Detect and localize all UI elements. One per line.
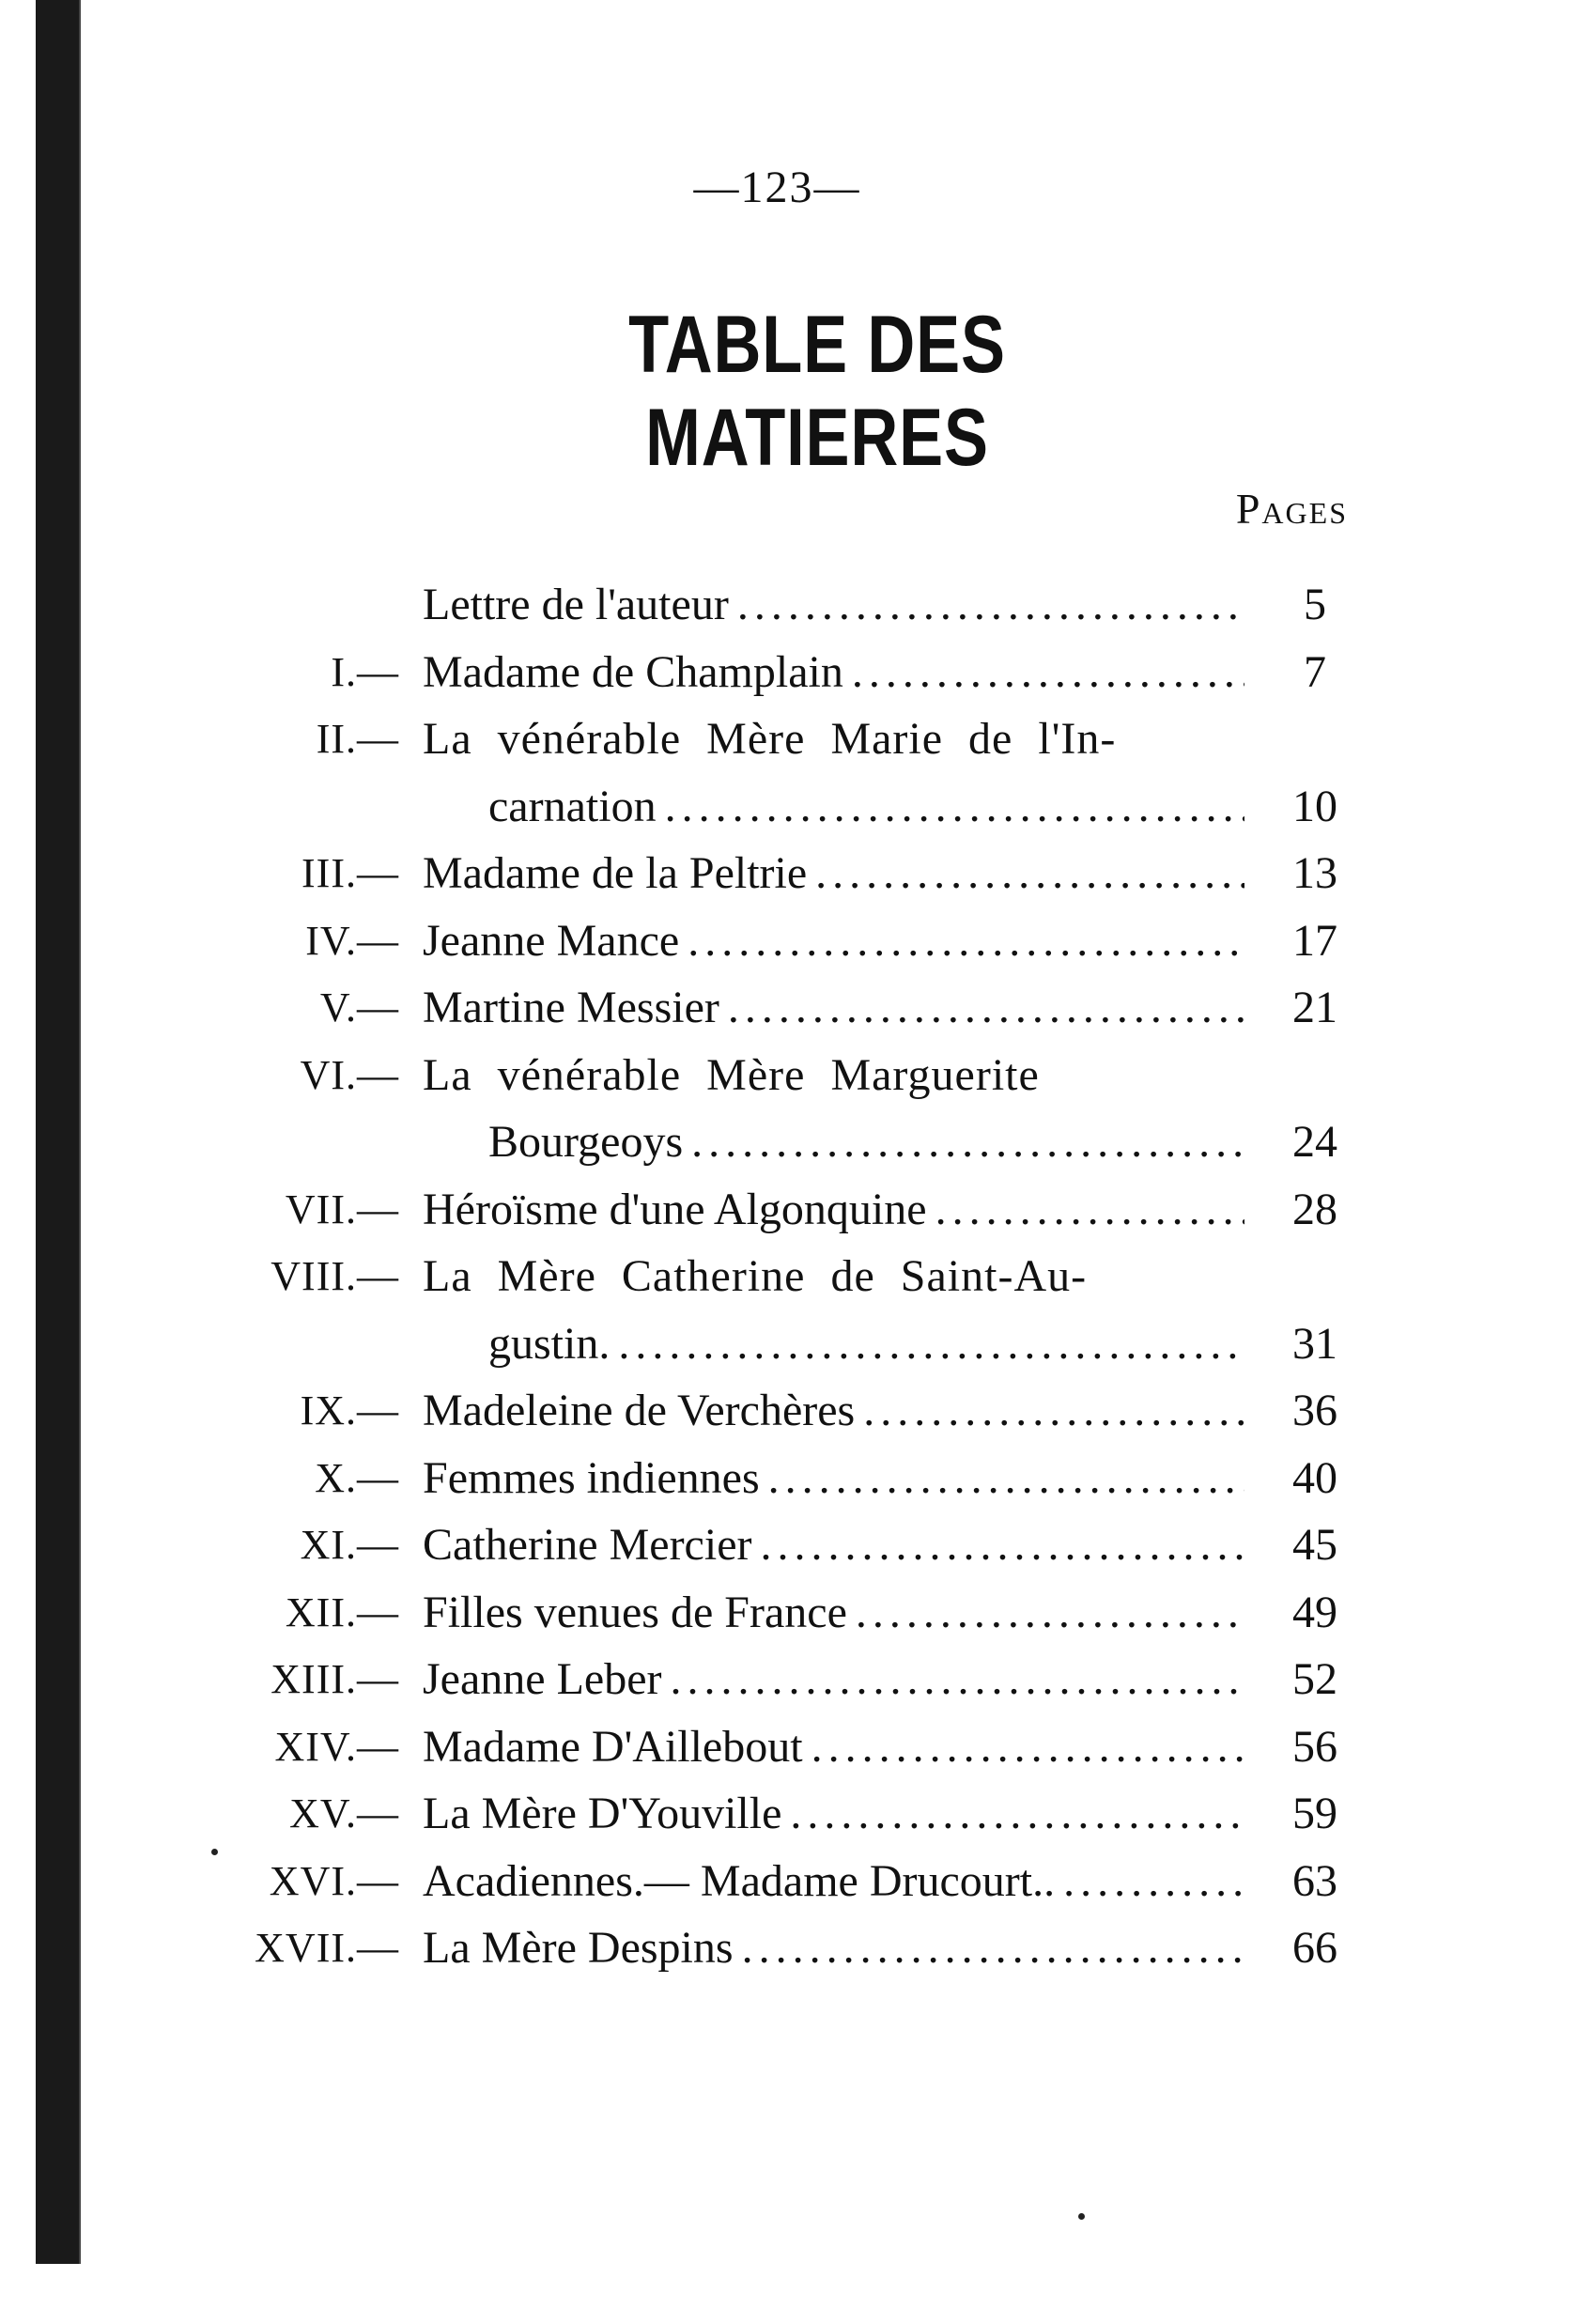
dot-leader	[1055, 1856, 1244, 1906]
dot-leader	[803, 1722, 1244, 1772]
dot-leader	[760, 1453, 1244, 1503]
toc-row	[0, 1176, 1592, 1244]
toc-row	[0, 1848, 1592, 1915]
chapter-title: Madeleine de Verchères . . .	[423, 1377, 1244, 1445]
toc-row-continuation	[0, 773, 1592, 841]
chapter-title: La vénérable Mère Marguerite	[423, 1049, 1040, 1100]
page-reference: 45	[1292, 1520, 1337, 1570]
page-reference: 59	[1292, 1789, 1337, 1838]
pages-column-header: Pages	[1235, 485, 1348, 533]
chapter-number: II.—	[316, 716, 399, 762]
toc-row	[0, 1646, 1592, 1713]
page-reference: 17	[1292, 915, 1337, 966]
page-reference: 40	[1292, 1452, 1337, 1503]
toc-row	[0, 1243, 1592, 1310]
chapter-title: Martine Messier . . .	[423, 974, 1244, 1042]
toc-row	[0, 974, 1592, 1042]
chapter-number: VII.—	[285, 1185, 399, 1232]
page-number: —123—	[693, 163, 861, 212]
chapter-number: I.—	[331, 648, 399, 695]
chapter-number: VI.—	[300, 1051, 399, 1098]
chapter-title-continuation: carnation . . .	[488, 773, 1244, 841]
page-reference: 31	[1292, 1318, 1337, 1369]
toc-row	[0, 1780, 1592, 1848]
page-reference: 10	[1292, 781, 1337, 831]
chapter-number: XV.—	[289, 1790, 399, 1836]
chapter-title-continuation: Bourgeoys . . .	[488, 1108, 1244, 1176]
toc-row	[0, 639, 1592, 706]
toc-row	[0, 1042, 1592, 1109]
chapter-title: Madame de la Peltrie . . .	[423, 840, 1244, 907]
chapter-title: La vénérable Mère Marie de l'In-	[423, 714, 1117, 764]
chapter-title: Jeanne Leber . . .	[423, 1646, 1244, 1713]
table-of-contents	[0, 571, 1592, 1982]
page-reference: 52	[1292, 1654, 1337, 1704]
chapter-title: Catherine Mercier . . .	[423, 1511, 1244, 1579]
page-reference: 49	[1292, 1587, 1337, 1637]
toc-row	[0, 705, 1592, 773]
chapter-number: III.—	[301, 850, 399, 896]
ink-speck	[1078, 2213, 1085, 2220]
chapter-title: Filles venues de France . . .	[423, 1579, 1244, 1647]
page-reference: 56	[1292, 1721, 1337, 1772]
dot-leader	[927, 1185, 1244, 1234]
chapter-title: Femmes indiennes . . .	[423, 1445, 1244, 1512]
dot-leader	[847, 1588, 1244, 1637]
page-reference: 21	[1292, 983, 1337, 1032]
toc-row	[0, 1511, 1592, 1579]
page-reference: 24	[1292, 1117, 1337, 1167]
chapter-title: La Mère D'Youville . . .	[423, 1780, 1244, 1848]
page-reference: 63	[1292, 1855, 1337, 1906]
chapter-number: IX.—	[300, 1387, 399, 1433]
dot-leader	[843, 647, 1244, 697]
page-reference: 36	[1292, 1386, 1337, 1435]
page-reference: 5	[1304, 580, 1326, 629]
toc-row-continuation	[0, 1108, 1592, 1176]
dot-leader	[781, 1789, 1244, 1838]
chapter-title: Héroïsme d'une Algonquine . . .	[423, 1176, 1244, 1244]
chapter-number: XIII.—	[270, 1656, 399, 1702]
toc-row	[0, 840, 1592, 907]
dot-leader	[683, 1117, 1244, 1167]
chapter-number: XVII.—	[255, 1925, 399, 1971]
dot-leader	[855, 1386, 1244, 1435]
page-reference: 28	[1292, 1184, 1337, 1234]
dot-leader	[662, 1654, 1244, 1704]
chapter-number: IV.—	[305, 917, 399, 964]
dot-leader	[751, 1520, 1244, 1570]
toc-row	[0, 1377, 1592, 1445]
chapter-number: XIV.—	[274, 1723, 399, 1770]
chapter-title: Acadiennes.— Madame Drucourt.. . . .	[423, 1848, 1244, 1915]
chapter-number: XVI.—	[269, 1857, 399, 1904]
dot-leader	[610, 1319, 1244, 1369]
chapter-title: Lettre de l'auteur . . .	[423, 571, 1244, 639]
chapter-number: X.—	[315, 1454, 399, 1501]
toc-row	[0, 1713, 1592, 1781]
dot-leader	[729, 580, 1244, 629]
dot-leader	[807, 848, 1244, 898]
chapter-title: Madame D'Aillebout . . .	[423, 1713, 1244, 1781]
toc-row	[0, 907, 1592, 975]
chapter-number: VIII.—	[270, 1253, 399, 1299]
toc-row-continuation	[0, 1310, 1592, 1378]
toc-row	[0, 1579, 1592, 1647]
dot-leader	[734, 1923, 1244, 1973]
chapter-title: La Mère Catherine de Saint-Au-	[423, 1251, 1088, 1301]
ink-speck	[211, 1849, 218, 1855]
chapter-title-continuation: gustin. . . .	[488, 1310, 1244, 1378]
chapter-number: XI.—	[300, 1522, 399, 1568]
chapter-title: La Mère Despins . . .	[423, 1914, 1244, 1982]
chapter-title: Madame de Champlain . . .	[423, 639, 1244, 706]
chapter-number: V.—	[319, 984, 399, 1030]
page-reference: 7	[1304, 646, 1326, 697]
chapter-number: XII.—	[285, 1588, 399, 1635]
dot-leader	[679, 916, 1244, 966]
page-title: TABLE DES MATIERES	[628, 300, 1006, 483]
dot-leader	[719, 983, 1244, 1032]
toc-row	[0, 571, 1592, 639]
toc-row	[0, 1445, 1592, 1512]
toc-row	[0, 1914, 1592, 1982]
chapter-title: Jeanne Mance . . .	[423, 907, 1244, 975]
dot-leader	[657, 782, 1244, 831]
page-reference: 66	[1292, 1923, 1337, 1973]
page-reference: 13	[1292, 848, 1337, 898]
